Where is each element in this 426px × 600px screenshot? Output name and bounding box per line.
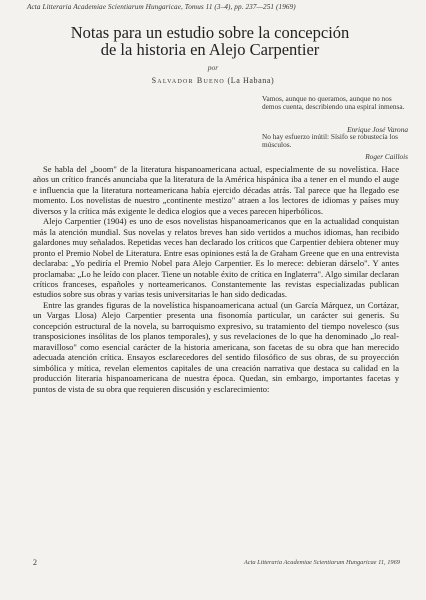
article-body xyxy=(33,164,399,394)
body-paragraph: Entre las grandes figuras de la novelística hispanoamericana actual (un García Márquez, un Cortázar, un Vargas Llosa) Alejo Carpentier presenta una fisonomía particular, un carácter sui generis. Su concepción estructural de la novela, su barroquismo expresivo, su tratamiento del tiempo novelesco (sus transposiciones insólitas de los planos temporales), y sus revelaciones de lo que ha denominado „lo real-maravilloso" como esencial carácter de la historia americana, son facetas de su obra que han merecido adecuada atención crítica. Ensayos esclarecedores del sentido filosófico de sus obras, de su proyección simbólica y mítica, revelan elementos capitales de una creación narrativa que destaca su calidad en la producción literaria hispanoamericana de nuestra época. Quedan, sin embargo, importantes facetas y puntos de vista de su obra que requieren discusión y esclarecimiento: xyxy=(33,299,399,394)
page-number: 2 xyxy=(33,558,37,567)
title-line-2: de la historia en Alejo Carpentier xyxy=(100,40,320,59)
article-title xyxy=(40,24,380,58)
epigraph-source: Roger Caillois xyxy=(365,152,408,161)
body-paragraph: Se habla del „boom" de la literatura hispanoamericana actual, especialmente de su novelística. Hace años un crítico francés anunciaba que la literatura de la América hispánica iba a tener en el mundo el auge e influencia que la literatura norteamericana había ejercido décadas atrás. Tal parece que ha llegado ese momento. Los novelistas de nuestro „continente mestizo" atraen a los lectores de idiomas y países muy diversos y la crítica más exigente le dedica elogios que a veces parecen hiperbólicos. xyxy=(33,164,399,216)
title-line-1: Notas para un estudio sobre la concepción xyxy=(70,23,350,42)
journal-header: Acta Litteraria Academiae Scientiarum Hungaricae, Tomus 11 (3–4), pp. 237—251 (1969) xyxy=(27,3,296,11)
epigraph-text: No hay esfuerzo inútil: Sísifo se robustecía los músculos. xyxy=(262,132,398,150)
body-paragraph: Alejo Carpentier (1904) es uno de esos novelistas hispanoamericanos que en la actualidad conquistan más la atención mundial. Sus novelas y relatos breves han sido vertidos a muchos idiomas, han recibido galardones muy señalados. Repetidas veces han declarado los críticos que Carpentier debiera obtener muy pronto el Premio Nobel de Literatura. Entre esas opiniones está la de Graham Greene que en una entrevista declaraba: „Yo pediría el Premio Nobel para Alejo Carpentier. Es lo merece: debieran dárselo". Y antes proclamaba: „Lo he leído con placer. Tiene un notable éxito de crítica en Inglaterra". Algo similar declaran críticos franceses, españoles y norteamericanos. Constantemente las revistas especializadas publican estudios sobre sus obras y varias tesis universitarias le han sido dedicadas. xyxy=(33,216,399,300)
epigraph-text: Vamos, aunque no queramos, aunque no nos demos cuenta, describiendo una espiral inmensa. xyxy=(262,94,405,112)
author-line xyxy=(0,76,426,85)
footer-citation: Acta Litteraria Academiae Scientiarum Hungaricae 11, 1969 xyxy=(243,559,400,566)
epigraph-source: Enrique José Varona xyxy=(347,125,408,134)
author-name: Salvador Bueno xyxy=(151,76,225,85)
author-affiliation: (La Habana) xyxy=(227,76,275,85)
byline: por xyxy=(207,63,219,72)
